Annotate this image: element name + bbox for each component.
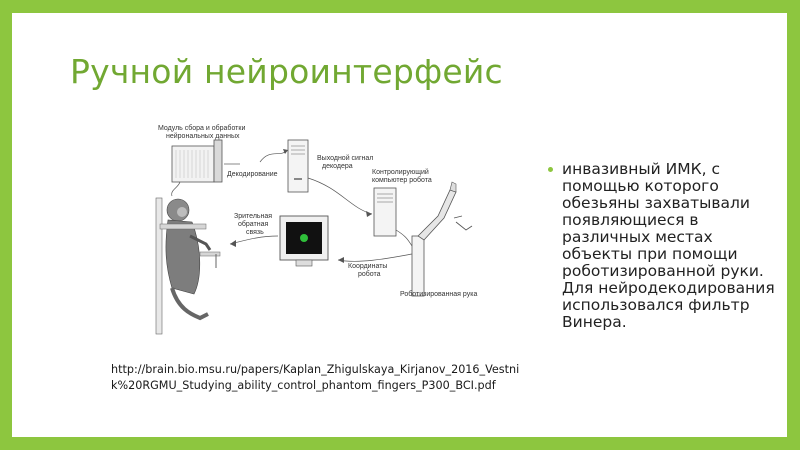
output-label-line1: Выходной сигнал <box>317 155 374 162</box>
bullet-item <box>548 161 778 331</box>
bci-diagram <box>150 118 530 338</box>
visual-label-line2: обратная <box>238 221 269 228</box>
decoder-computer <box>288 140 308 192</box>
decoding-label: Декодирование <box>227 171 278 178</box>
feedback-monitor <box>280 216 328 266</box>
visual-label-line1: Зрительная <box>234 213 273 220</box>
bullet-text: инвазивный ИМК, с помощью которого обезьяны захватывали появляющиеся в различных местах объекты при помощи роботизированной руки. Для нейродекодирования использовался фильтр Винера. <box>562 160 775 331</box>
robot-arm <box>412 182 472 296</box>
neural-cable <box>172 182 180 196</box>
bullet-dot <box>548 167 553 172</box>
coords-label-line1: Координаты <box>348 263 388 270</box>
control-label-line1: Контролирующий <box>372 169 429 176</box>
coords-label-line2: робота <box>358 271 381 278</box>
slide-title: Ручной нейроинтерфейс <box>70 52 503 91</box>
source-url[interactable]: http://brain.bio.msu.ru/papers/Kaplan_Zhigulskaya_Kirjanov_2016_Vestnik%20RGMU_Studying_ability_control_phantom_fingers_P300_BCI.pdf <box>111 363 520 392</box>
neural-data-module <box>172 140 222 182</box>
target-dot <box>300 234 308 242</box>
visual-label-line3: связь <box>246 229 264 236</box>
control-label-line2: компьютер робота <box>372 177 432 184</box>
output-label-line2: декодера <box>322 163 353 170</box>
module-label-line2: нейрональных данных <box>166 133 240 140</box>
bullet-list <box>548 161 778 331</box>
module-label-line1: Модуль сбора и обработки <box>158 125 246 132</box>
control-computer <box>374 188 396 236</box>
monkey-in-chair <box>156 198 220 334</box>
robot-arm-label: Роботизированная рука <box>400 291 478 298</box>
